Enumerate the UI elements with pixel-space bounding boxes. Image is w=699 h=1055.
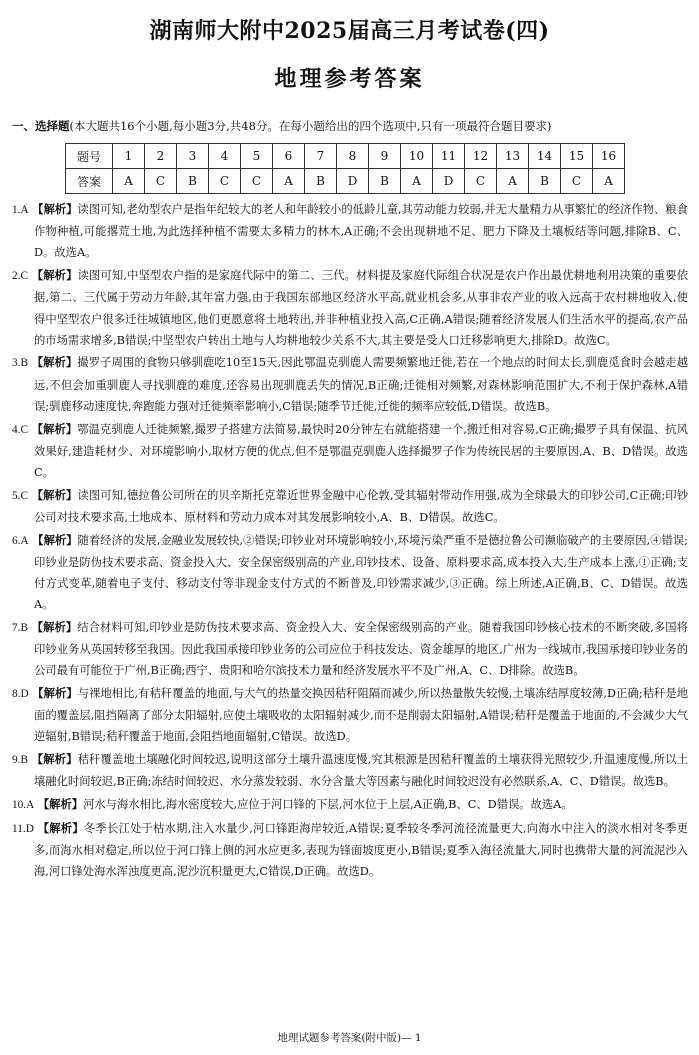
answer-cell: A xyxy=(273,169,305,194)
question-number-row xyxy=(66,144,625,169)
explanation-number: 8.D xyxy=(12,687,29,700)
explanation-number: 1.A xyxy=(12,204,29,216)
explanation-item xyxy=(12,419,688,484)
explanation-tag: 【解析】 xyxy=(31,487,78,502)
answer-key-table xyxy=(65,143,625,194)
answer-cell: C xyxy=(561,169,593,194)
explanation-tag: 【解析】 xyxy=(31,421,78,436)
section-heading xyxy=(12,118,688,134)
explanation-text: 鄂温克驯鹿人迁徙频繁,撮罗子搭建方法简易,最快时20分钟左右就能搭建一个,搬迁相对容易,C正确;撮罗子具有保温、抗风效果好,建造耗材少、对环境影响小,取材方便的优点,但不是鄂温克驯鹿人选择撮罗子作为传统民居的主要原因,A、B、D错误。故选C。 xyxy=(34,422,688,479)
answer-cell: C xyxy=(209,169,241,194)
answer-header: 答案 xyxy=(66,169,113,194)
explanation-item xyxy=(12,485,688,528)
explanation-item xyxy=(12,749,688,792)
question-number-cell: 2 xyxy=(145,144,177,169)
explanation-item xyxy=(12,617,688,682)
explanation-tag: 【解析】 xyxy=(31,619,78,634)
answer-cell: D xyxy=(337,169,369,194)
explanation-text: 读图可知,老幼型农户是指年纪较大的老人和年龄较小的低龄儿童,其劳动能力较弱,并无大量精力从事繁忙的经济作物、粮食作物种植,可能撂荒土地,为此选择种植不需要太多精力的林木,A正确;不会出现耕地不足、肥力下降及土壤板结等问题,排除B、C、D。故选A。 xyxy=(34,203,688,260)
explanation-number: 3.B xyxy=(12,357,29,370)
question-number-header: 题号 xyxy=(66,144,113,169)
section-title: 一、选择题 xyxy=(12,119,70,133)
explanation-item xyxy=(12,352,688,417)
answer-cell: A xyxy=(113,169,145,194)
explanation-text: 读图可知,德拉鲁公司所在的贝辛斯托克靠近世界金融中心伦敦,受其辐射带动作用强,成为全球最大的印钞公司,C正确;印钞公司对技术要求高,土地成本、原材料和劳动力成本对其发展影响较小,A、B、D错误。故选C。 xyxy=(34,488,688,524)
question-number-cell: 9 xyxy=(369,144,401,169)
explanation-text: 读图可知,中坚型农户指的是家庭代际中的第二、三代。材料提及家庭代际组合状况是农户作出最优耕地利用决策的重要依据,第二、三代属于劳动力年龄,其年富力强,由于我国东部地区经济水平高,就业机会多,从事非农产业的收入远高于农村耕地收入,使得中坚型农户很多迁往城镇地区,他们更愿意将土地转出,并非种植业投入高,C正确,A错误;随着经济发展人们生活水平的提高,农产品的市场需求增多,B错误;中坚型农户转出土地与人均耕地较少关系不大,其主要是受人口迁移影响更大,排除D。故选C。 xyxy=(34,269,688,347)
explanation-item xyxy=(12,199,688,264)
answer-cell: A xyxy=(593,169,625,194)
explanation-item xyxy=(12,794,688,816)
explanation-tag: 【解析】 xyxy=(31,268,78,283)
answer-cell: C xyxy=(241,169,273,194)
explanation-text: 秸秆覆盖地土壤融化时间较迟,说明这部分土壤升温速度慢,究其根源是因秸秆覆盖的土壤获得光照较少,升温速度慢,所以土壤融化时间较迟,B正确;冻结时间较迟、水分蒸发较弱、水分含量大等因素与融化时间较迟没有必然联系,A、C、D错误。故选B。 xyxy=(34,753,688,789)
explanation-number: 6.A xyxy=(12,534,29,547)
question-number-cell: 12 xyxy=(465,144,497,169)
explanation-text: 与裸地相比,有秸秆覆盖的地面,与大气的热量交换因秸秆阻隔而减少,所以热量散失较慢,土壤冻结厚度较薄,D正确;秸秆是地面的覆盖层,阻挡隔离了部分太阳辐射,应使土壤吸收的太阳辐射减少,而不是削弱太阳辐射,A错误;秸秆是覆盖于地面的,不会减少大气逆辐射,B错误;秸秆覆盖于地面,会阻挡地面辐射,C错误。故选D。 xyxy=(34,686,688,744)
question-number-cell: 5 xyxy=(241,144,273,169)
explanation-tag: 【解析】 xyxy=(32,532,78,547)
explanation-number: 10.A xyxy=(12,798,35,811)
explanation-item xyxy=(12,530,688,616)
explanation-tag: 【解析】 xyxy=(32,685,78,700)
question-number-cell: 1 xyxy=(113,144,145,169)
answer-cell: B xyxy=(177,169,209,194)
explanation-number: 5.C xyxy=(12,489,29,502)
explanation-number: 11.D xyxy=(12,822,34,835)
question-number-cell: 3 xyxy=(177,144,209,169)
explanation-tag: 【解析】 xyxy=(32,202,78,216)
question-number-cell: 11 xyxy=(433,144,465,169)
answer-row xyxy=(66,169,625,194)
answer-cell: D xyxy=(433,169,465,194)
explanation-number: 4.C xyxy=(12,423,29,436)
explanation-text: 冬季长江处于枯水期,注入水量少,河口锋距海岸较近,A错误;夏季较冬季河流径流量更大,向海水中注入的淡水相对冬季更多,而海水相对稳定,所以位于河口锋上侧的河水应更多,表现为锋面坡度更小,B错误;夏季入海径流量大,同时也携带大量的河流泥沙入海,河口锋处海水浑浊度更高,泥沙沉积量更大,C错误,D正确。故选D。 xyxy=(34,821,688,879)
question-number-cell: 16 xyxy=(593,144,625,169)
explanation-text: 撮罗子周围的食物只够驯鹿吃10至15天,因此鄂温克驯鹿人需要频繁地迁徙,若在一个地点的时间太长,驯鹿觅食时会越走越远,不但会加重驯鹿人寻找驯鹿的难度,还容易出现驯鹿丢失的情况,B正确;迁徙相对频繁,对森林影响范围扩大,不利于保护森林,A错误;驯鹿移动速度快,奔跑能力强对迁徙频率影响小,C错误;随季节迁徙,迁徙的频率应较低,D错误。故选B。 xyxy=(34,356,688,413)
answer-cell: B xyxy=(529,169,561,194)
answer-cell: A xyxy=(497,169,529,194)
question-number-cell: 4 xyxy=(209,144,241,169)
explanation-tag: 【解析】 xyxy=(37,796,84,811)
exam-title: 湖南师大附中2025届高三月考试卷(四) xyxy=(149,18,550,44)
answer-cell: C xyxy=(465,169,497,194)
explanation-number: 7.B xyxy=(12,621,29,634)
question-number-cell: 13 xyxy=(497,144,529,169)
explanation-tag: 【解析】 xyxy=(37,820,84,835)
explanation-tag: 【解析】 xyxy=(31,752,78,767)
section-instructions: (本大题共16个小题,每小题3分,共48分。在每小题给出的四个选项中,只有一项最符合题目要求) xyxy=(69,119,552,133)
answer-cell: B xyxy=(369,169,401,194)
question-number-cell: 10 xyxy=(401,144,433,169)
answer-cell: C xyxy=(145,169,177,194)
question-number-cell: 15 xyxy=(561,144,593,169)
explanation-tag: 【解析】 xyxy=(31,355,78,370)
question-number-cell: 7 xyxy=(305,144,337,169)
explanation-text: 随着经济的发展,金融业发展较快,②错误;印钞业对环境影响较小,环境污染严重不是德拉鲁公司濒临破产的主要原因,④错误;印钞业是防伪技术要求高、资金投入大、安全保密级别高的产业,印钞技术、设备、原料要求高,成本投入大,生产成本上涨,①正确;支付方式变革,随着电子支付、移动支付等非现金支付方式的不断普及,印钞需求减少,③正确。综上所述,A正确,B、C、D错误。故选A。 xyxy=(34,533,688,612)
explanation-text: 河水与海水相比,海水密度较大,应位于河口锋的下层,河水位于上层,A正确,B、C、D错误。故选A。 xyxy=(83,797,573,811)
explanation-text: 结合材料可知,印钞业是防伪技术要求高、资金投入大、安全保密级别高的产业。随着我国印钞核心技术的不断突破,多国将印钞业务从英国转移至我国。因此我国承接印钞业务的公司应位于科技发达、资金雄厚的地区,广州为一线城市,我国承接印钞业务的公司最有可能位于广州,B正确;西宁、贵阳和哈尔滨技术力量和经济发展水平不及广州,A、C、D排除。故选B。 xyxy=(34,620,688,678)
page-footer: 地理试题参考答案(附中版)— 1 xyxy=(277,1032,422,1044)
explanation-item xyxy=(12,818,688,883)
explanation-number: 9.B xyxy=(12,754,29,767)
explanation-number: 2.C xyxy=(12,270,29,283)
question-number-cell: 14 xyxy=(529,144,561,169)
explanation-item xyxy=(12,683,688,748)
answer-cell: B xyxy=(305,169,337,194)
answer-cell: A xyxy=(401,169,433,194)
question-number-cell: 8 xyxy=(337,144,369,169)
question-number-cell: 6 xyxy=(273,144,305,169)
explanation-item xyxy=(12,265,688,351)
document-title: 地理参考答案 xyxy=(274,66,425,92)
explanations-list xyxy=(12,199,688,884)
